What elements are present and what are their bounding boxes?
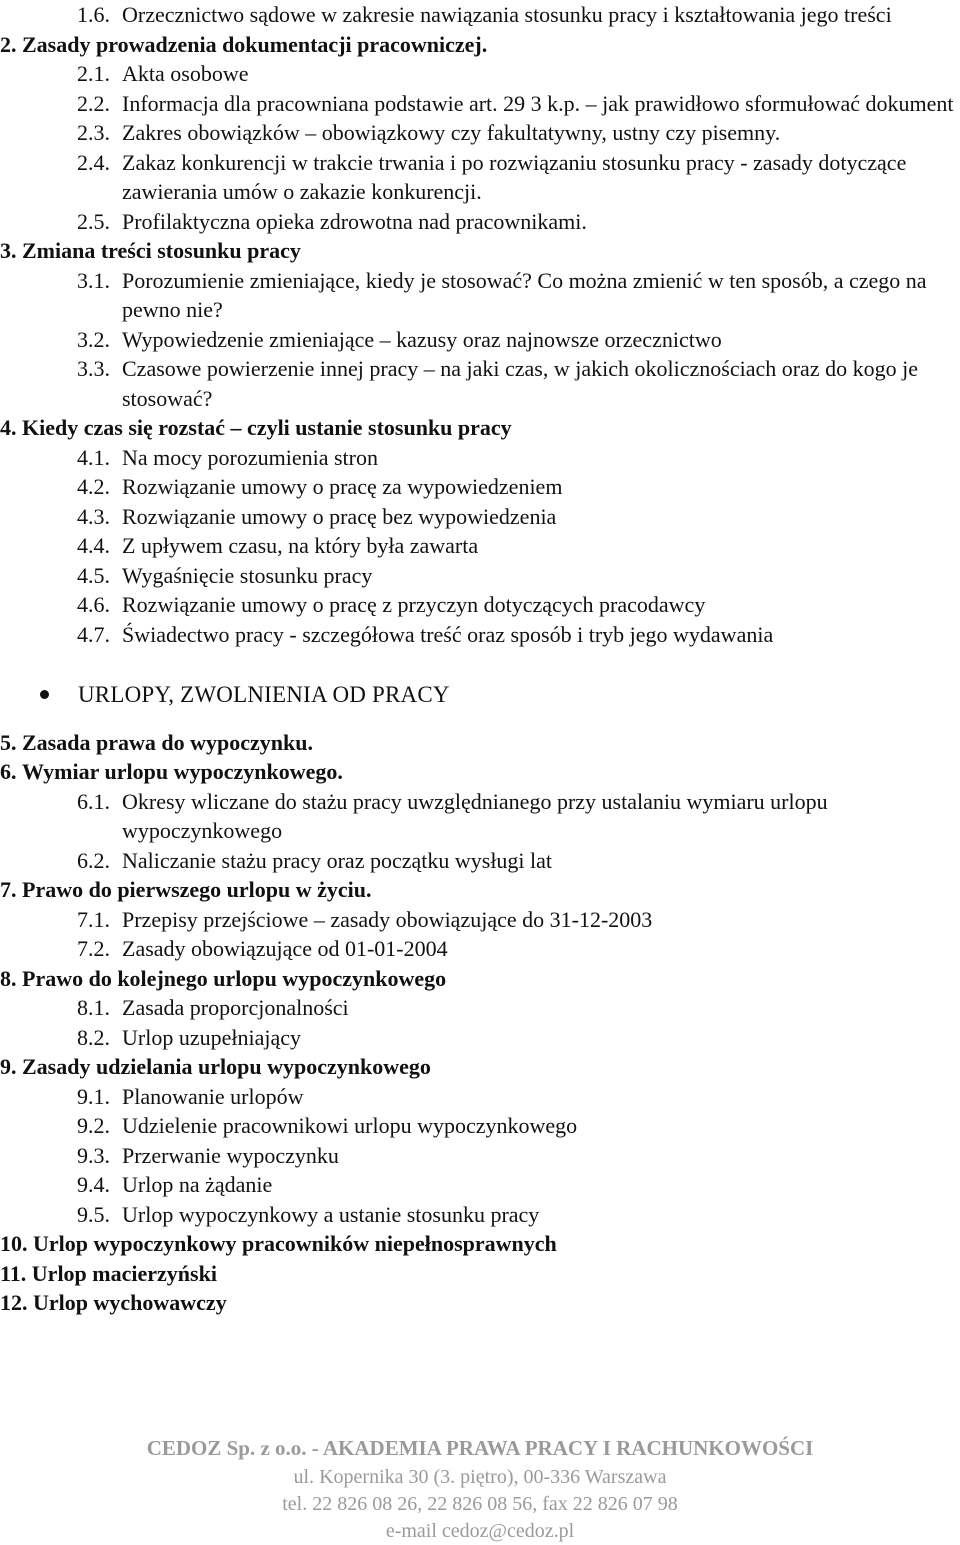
outline-text: Akta osobowe [122, 61, 249, 86]
outline-text: Porozumienie zmieniające, kiedy je stosować? Co można zmienić w ten sposób, a czego na pewno nie? [122, 267, 927, 322]
outline-number: 10. [0, 1231, 33, 1256]
outline-heading [0, 1259, 960, 1289]
outline-number: 4.2. [77, 474, 110, 499]
outline-text: Zasady obowiązujące od 01-01-2004 [122, 936, 448, 961]
outline-text: Przerwanie wypoczynku [122, 1142, 339, 1168]
outline-item [0, 0, 960, 30]
outline-number: 4.1. [77, 444, 110, 470]
outline-text: Świadectwo pracy - szczegółowa treść oraz sposób i tryb jego wydawania [122, 621, 774, 647]
outline-number: 6.1. [77, 788, 110, 814]
outline-item [0, 993, 960, 1023]
outline-item [0, 59, 960, 89]
outline-text: Rozwiązanie umowy o pracę z przyczyn dotyczących pracodawcy [122, 592, 706, 617]
outline-text: Zasady prowadzenia dokumentacji pracowniczej. [22, 31, 488, 57]
bullet-heading-row [0, 680, 960, 710]
outline-text: Zakres obowiązków – obowiązkowy czy fakultatywny, ustny czy pisemny. [122, 120, 781, 145]
outline-text: Naliczanie stażu pracy oraz początku wysługi lat [122, 847, 553, 873]
outline-number: 12. [0, 1290, 33, 1315]
outline-text: Kiedy czas się rozstać – czyli ustanie stosunku pracy [22, 415, 512, 440]
outline-number: 4.7. [77, 621, 110, 647]
outline-text: Urlop wypoczynkowy pracowników niepełnosprawnych [33, 1231, 557, 1256]
outline-heading [0, 1052, 960, 1082]
outline-text: Zasady udzielania urlopu wypoczynkowego [22, 1054, 431, 1079]
outline-number: 9.2. [77, 1113, 110, 1138]
outline-text: Zasada prawa do wypoczynku. [22, 729, 313, 755]
outline-text: Z upływem czasu, na który była zawarta [122, 533, 479, 558]
outline-text: Prawo do kolejnego urlopu wypoczynkowego [22, 965, 447, 991]
outline-number: 8.2. [77, 1024, 110, 1050]
outline-item [0, 1200, 960, 1230]
outline-number: 11. [0, 1260, 32, 1286]
outline-heading [0, 1288, 960, 1318]
outline-text: Informacja dla pracowniana podstawie art. 29 3 k.p. – jak prawidłowo sformułować dokument [122, 90, 954, 116]
outline-text: Urlop wypoczynkowy a ustanie stosunku pracy [122, 1201, 540, 1227]
outline-number: 6.2. [77, 847, 110, 873]
outline-number: 9. [0, 1054, 22, 1079]
outline-text: Zasada proporcjonalności [122, 995, 349, 1020]
footer-company: CEDOZ Sp. z o.o. - AKADEMIA PRAWA PRACY I RACHUNKOWOŚCI [146, 1436, 814, 1460]
outline-heading [0, 30, 960, 60]
outline-text: Przepisy przejściowe – zasady obowiązujące do 31-12-2003 [122, 906, 653, 932]
outline-item [0, 787, 960, 846]
footer-email: e-mail cedoz@cedoz.pl [385, 1520, 575, 1542]
outline-item [0, 1170, 960, 1200]
outline-heading [0, 1229, 960, 1259]
outline-number: 3.1. [77, 267, 110, 293]
outline-text: Prawo do pierwszego urlopu w życiu. [22, 877, 372, 902]
outline-text: Zakaz konkurencji w trakcie trwania i po rozwiązaniu stosunku pracy - zasady dotyczące zawierania umów o zakazie konkurencji. [122, 149, 907, 204]
outline-text: Planowanie urlopów [122, 1083, 304, 1109]
outline-item [0, 846, 960, 876]
outline-item [0, 354, 960, 413]
outline-number: 3. [0, 238, 22, 263]
outline-text: Profilaktyczna opieka zdrowotna nad pracownikami. [122, 208, 587, 234]
outline-number: 6. [0, 759, 22, 784]
outline-text: Urlop uzupełniający [122, 1024, 301, 1050]
outline-number: 9.3. [77, 1142, 110, 1168]
outline-number: 4. [0, 415, 22, 440]
outline-item [0, 1111, 960, 1141]
outline-item [0, 1023, 960, 1053]
outline-heading [0, 757, 960, 787]
outline-text: Urlop wychowawczy [33, 1290, 227, 1315]
outline-number: 2.2. [77, 90, 110, 116]
outline-number: 2.1. [77, 61, 110, 86]
page-footer [0, 1432, 960, 1545]
bullet-icon [40, 690, 49, 699]
outline-item [0, 620, 960, 650]
outline-number: 4.5. [77, 562, 110, 588]
outline-number: 8. [0, 965, 22, 991]
outline-number: 4.4. [77, 533, 110, 558]
outline-text: Czasowe powierzenie innej pracy – na jaki czas, w jakich okolicznościach oraz do kogo je stosować? [122, 356, 918, 411]
outline-heading [0, 875, 960, 905]
outline-text: Wymiar urlopu wypoczynkowego. [22, 759, 343, 784]
outline-text: Rozwiązanie umowy o pracę bez wypowiedzenia [122, 503, 557, 529]
outline-number: 4.6. [77, 592, 110, 617]
outline-number: 7. [0, 877, 22, 902]
outline-item [0, 266, 960, 325]
outline-text: Wypowiedzenie zmieniające – kazusy oraz najnowsze orzecznictwo [122, 326, 722, 352]
outline-text: Urlop macierzyński [31, 1260, 217, 1286]
outline-item [0, 148, 960, 207]
outline-number: 5. [0, 729, 22, 755]
outline-number: 7.2. [77, 936, 110, 961]
outline-item [0, 590, 960, 620]
outline-item [0, 934, 960, 964]
outline-text: Na mocy porozumienia stron [122, 444, 378, 470]
outline-section-top [0, 0, 960, 649]
outline-heading [0, 728, 960, 758]
outline-number: 3.3. [77, 356, 110, 381]
outline-text: Zmiana treści stosunku pracy [22, 238, 301, 263]
outline-number: 2. [0, 31, 22, 57]
outline-item [0, 1141, 960, 1171]
outline-item [0, 325, 960, 355]
outline-heading [0, 964, 960, 994]
outline-text: Urlop na żądanie [122, 1172, 273, 1197]
outline-text: Udzielenie pracownikowi urlopu wypoczynkowego [122, 1113, 578, 1138]
footer-address: ul. Kopernika 30 (3. piętro), 00-336 Warszawa [293, 1466, 667, 1488]
outline-item [0, 89, 960, 119]
outline-number: 7.1. [77, 906, 110, 932]
footer-phone: tel. 22 826 08 26, 22 826 08 56, fax 22 826 07 98 [282, 1493, 678, 1515]
outline-number: 4.3. [77, 503, 110, 529]
outline-number: 9.4. [77, 1172, 110, 1197]
outline-number: 9.5. [77, 1201, 110, 1227]
outline-item [0, 561, 960, 591]
outline-number: 8.1. [77, 995, 110, 1020]
outline-number: 2.5. [77, 208, 110, 234]
outline-item [0, 207, 960, 237]
outline-heading [0, 413, 960, 443]
outline-number: 3.2. [77, 326, 110, 352]
outline-number: 2.3. [77, 120, 110, 145]
outline-item [0, 472, 960, 502]
outline-item [0, 443, 960, 473]
section-heading: URLOPY, ZWOLNIENIA OD PRACY [78, 682, 450, 707]
outline-item [0, 531, 960, 561]
outline-number: 2.4. [77, 149, 110, 175]
outline-item [0, 1082, 960, 1112]
outline-text: Wygaśnięcie stosunku pracy [122, 562, 373, 588]
outline-number: 9.1. [77, 1083, 110, 1109]
outline-text: Orzecznictwo sądowe w zakresie nawiązania stosunku pracy i kształtowania jego treści [122, 2, 892, 27]
outline-text: Rozwiązanie umowy o pracę za wypowiedzeniem [122, 474, 563, 499]
outline-item [0, 502, 960, 532]
outline-heading [0, 236, 960, 266]
outline-text: Okresy wliczane do stażu pracy uwzględnianego przy ustalaniu wymiaru urlopu wypoczynkowego [122, 788, 828, 843]
outline-item [0, 118, 960, 148]
outline-number: 1.6. [77, 2, 110, 27]
outline-item [0, 905, 960, 935]
outline-section-bottom [0, 728, 960, 1318]
